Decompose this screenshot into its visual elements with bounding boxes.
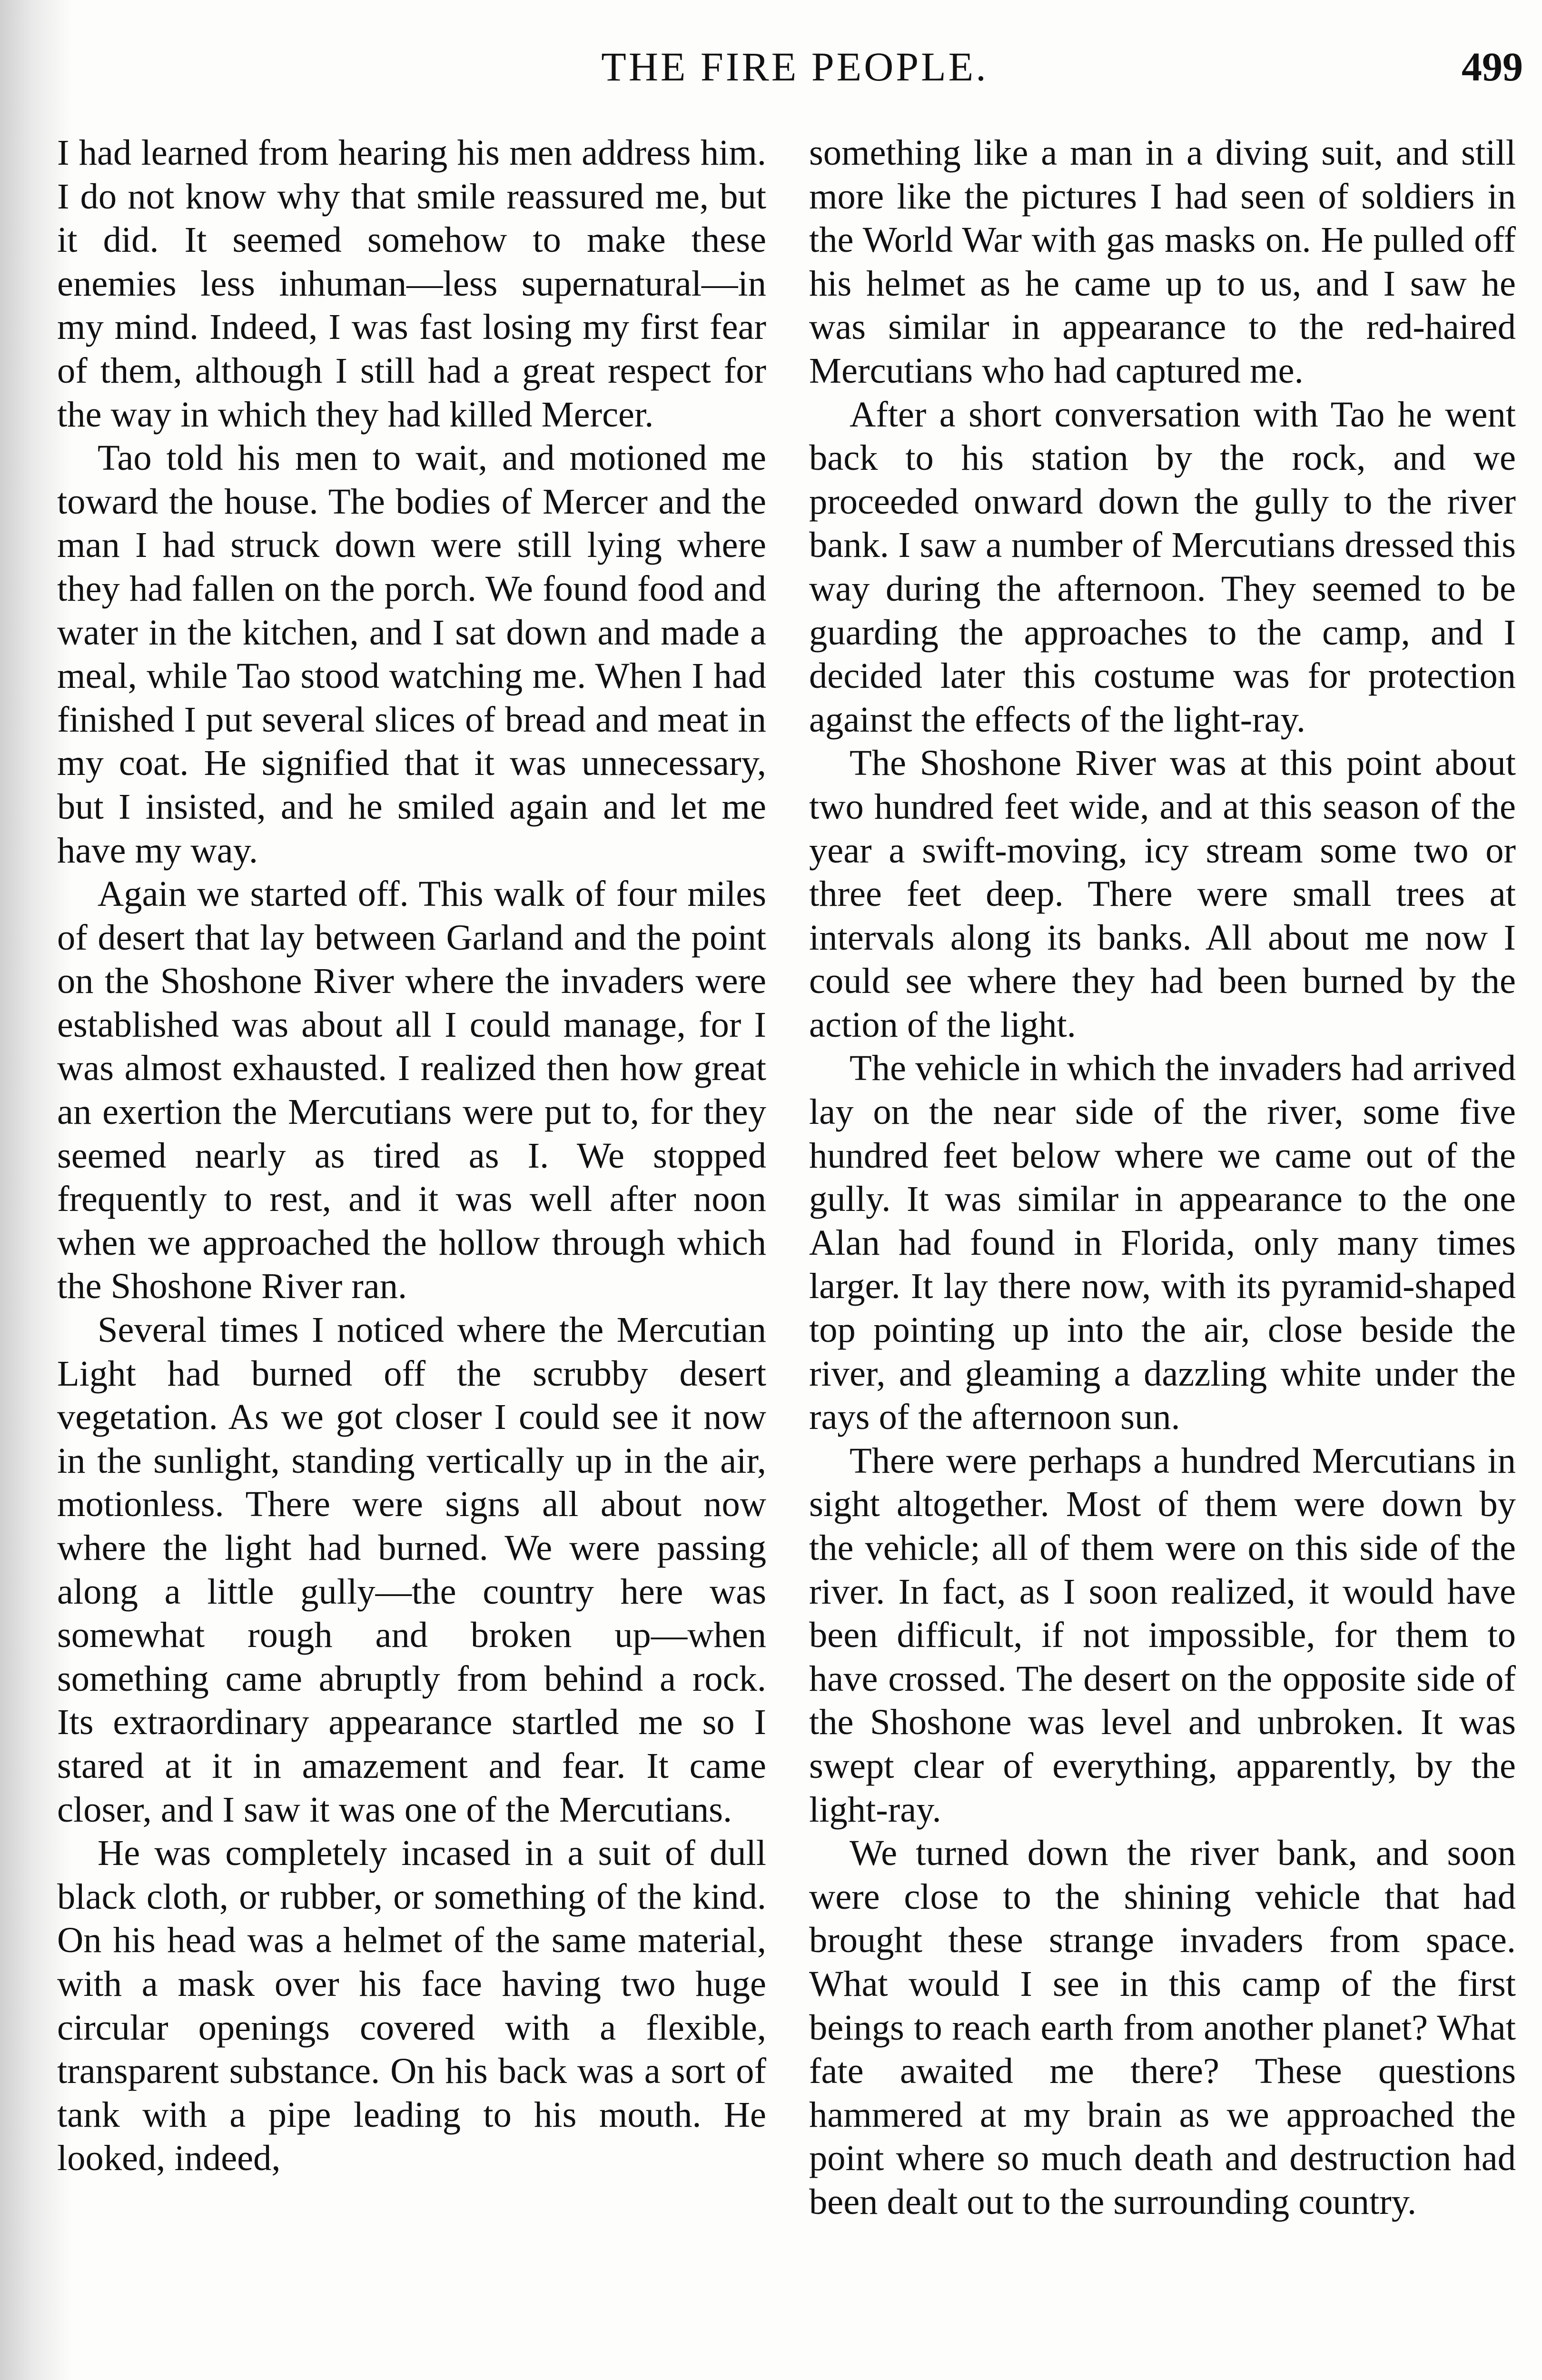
left-column [57,131,766,2180]
paragraph: Again we started off. This walk of four miles of desert that lay between Garland and the point on the Shoshone River where the invaders were established was about all I could manage, for I was almost exhausted. I realized then how great an exertion the Mercutians were put to, for they seemed nearly as tired as I. We stopped frequently to rest, and it was well after noon when we approached the hollow through which the Shoshone River ran. [57,873,766,1307]
paragraph: There were perhaps a hundred Mercutians in sight altogether. Most of them were down by the vehicle; all of them were on this side of the river. In fact, as I soon realized, it would have been difficult, if not impossible, for them to have crossed. The desert on the opposite side of the Shoshone was level and unbroken. It was swept clear of everything, apparently, by the light-ray. [809,1440,1516,1830]
running-title: THE FIRE PEOPLE. [601,44,988,89]
paragraph: something like a man in a diving suit, and still more like the pictures I had seen of soldiers in the World War with gas masks on. He pulled off his helmet as he came up to us, and I saw he was similar in appearance to the red-haired Mercutians who had captured me. [809,132,1516,391]
paragraph: Several times I noticed where the Mercutian Light had burned off the scrubby desert vegetation. As we got closer I could see it now in the sunlight, standing vertically up in the air, motionless. There were signs all about now where the light had burned. We were passing along a little gully—the country here was somewhat rough and broken up—when something came abruptly from behind a rock. Its extraordinary appearance startled me so I stared at it in amazement and fear. It came closer, and I saw it was one of the Mercutians. [57,1309,766,1830]
paragraph: We turned down the river bank, and soon were close to the shining vehicle that had brought these strange invaders from space. What would I see in this camp of the first beings to reach earth from another planet? What fate awaited me there? These questions hammered at my brain as we approached the point where so much death and destruction had been dealt out to the surrounding country. [809,1833,1516,2222]
paragraph: After a short conversation with Tao he went back to his station by the rock, and we proceeded onward down the gully to the river bank. I saw a number of Mercutians dressed this way during the afternoon. They seemed to be guarding the approaches to the camp, and I decided later this costume was for protection against the effects of the light-ray. [809,394,1516,740]
page-number: 499 [1462,44,1523,89]
paragraph: The vehicle in which the invaders had arrived lay on the near side of the river, some five hundred feet below where we came out of the gully. It was similar in appearance to the one Alan had found in Florida, only many times larger. It lay there now, with its pyramid-shaped top pointing up into the air, close beside the river, and gleaming a dazzling white under the rays of the afternoon sun. [809,1048,1516,1438]
paragraph: Tao told his men to wait, and motioned me toward the house. The bodies of Mercer and the man I had struck down were still lying where they had fallen on the porch. We found food and water in the kitchen, and I sat down and made a meal, while Tao stood watching me. When I had finished I put several slices of bread and meat in my coat. He signified that it was unnecessary, but I insisted, and he smiled again and let me have my way. [57,437,766,871]
paragraph: I had learned from hearing his men address him. I do not know why that smile reassured me, but it did. It seemed somehow to make these enemies less inhuman—less supernatural—in my mind. Indeed, I was fast losing my first fear of them, although I still had a great respect for the way in which they had killed Mercer. [57,132,766,435]
paragraph: He was completely incased in a suit of dull black cloth, or rubber, or something of the kind. On his head was a helmet of the same material, with a mask over his face having two huge circular openings covered with a flexible, transparent substance. On his back was a sort of tank with a pipe leading to his mouth. He looked, indeed, [57,1833,766,2179]
right-column [809,131,1516,2224]
paragraph: The Shoshone River was at this point about two hundred feet wide, and at this season of the year a swift-moving, icy stream some two or three feet deep. There were small trees at intervals along its banks. All about me now I could see where they had been burned by the action of the light. [809,743,1516,1045]
